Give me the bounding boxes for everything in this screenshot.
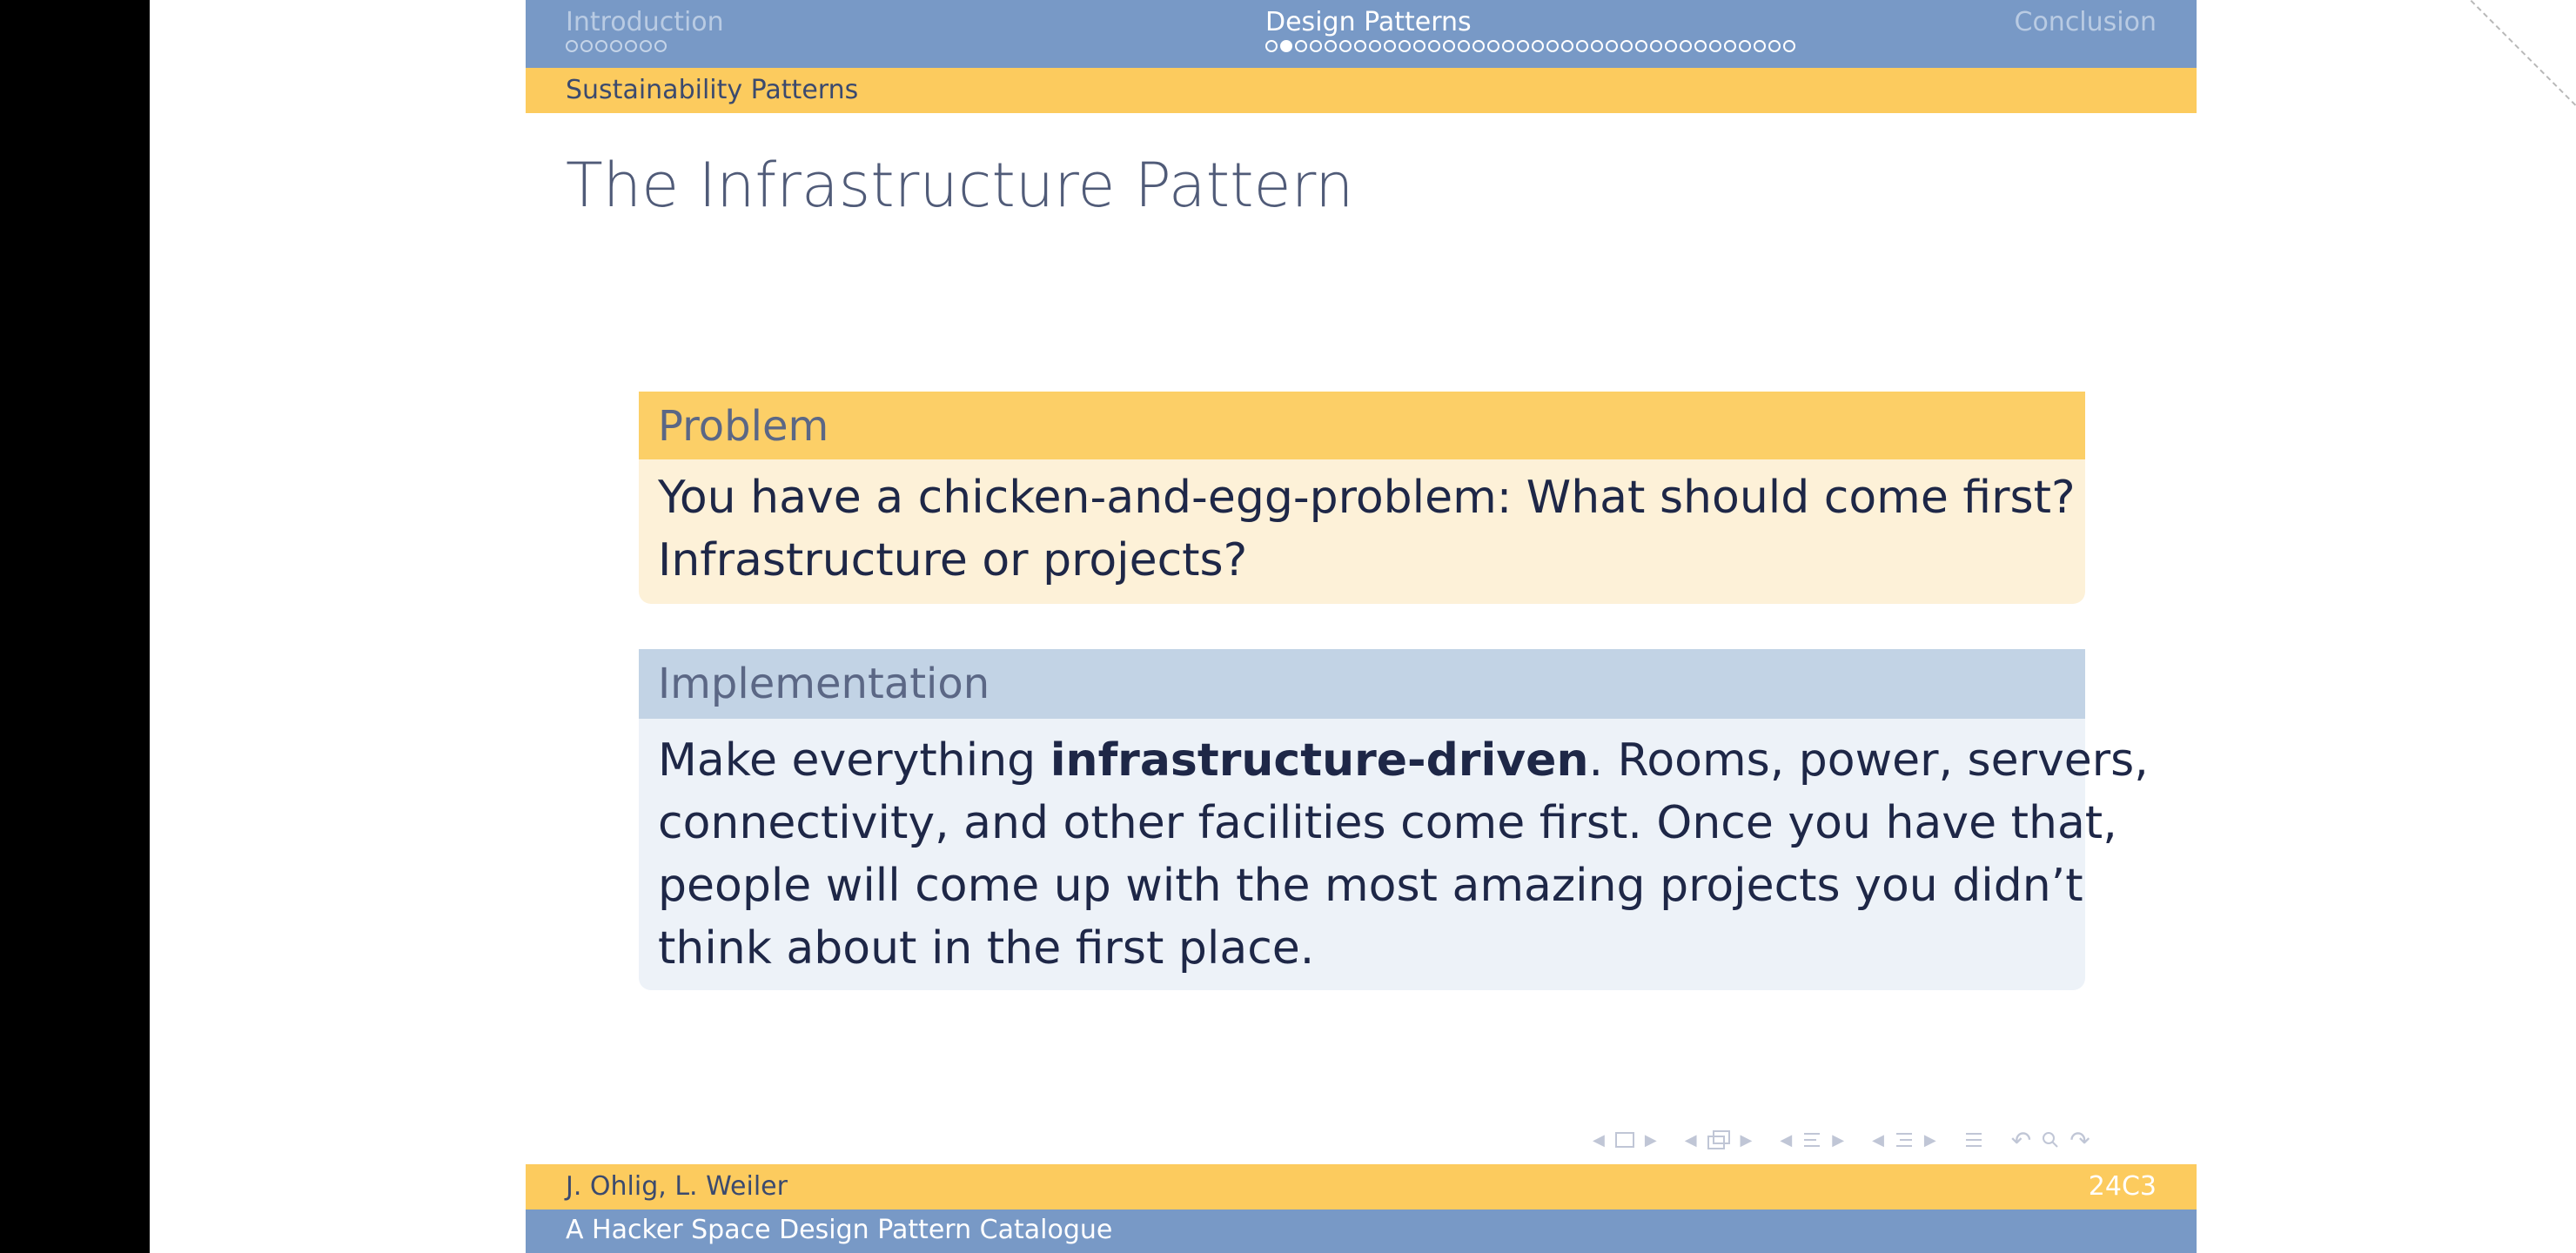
slide: [526, 0, 2197, 1253]
implementation-line: think about in the first place.: [658, 922, 1315, 975]
nav-slide-dot[interactable]: [1384, 40, 1396, 52]
nav-slide-dot[interactable]: [1754, 40, 1766, 52]
subsection-bar: [526, 68, 2197, 113]
nav-slide-dot[interactable]: [1532, 40, 1544, 52]
nav-slide-dot[interactable]: [1739, 40, 1751, 52]
beamer-navigation-symbols: [1593, 1122, 2090, 1157]
nav-slide-dot[interactable]: [1546, 40, 1559, 52]
frame-title: The Infrastructure Pattern: [566, 150, 1354, 221]
nav-slide-dots: [566, 40, 724, 52]
implementation-text: Make everything: [658, 734, 1050, 787]
nav-slide-dot[interactable]: [1428, 40, 1440, 52]
problem-line: You have a chicken-and-egg-problem: What should come first?: [658, 472, 2076, 524]
nav-slide-dot[interactable]: [1709, 40, 1721, 52]
nav-slide-dot[interactable]: [654, 40, 667, 52]
nav-section-title: Design Patterns: [1265, 7, 1472, 37]
footer-title-bar: [526, 1209, 2197, 1253]
nav-slide-dot[interactable]: [1561, 40, 1573, 52]
nav-slide-dot[interactable]: [1724, 40, 1736, 52]
nav-section-title: Introduction: [566, 7, 724, 37]
footer-talk-title: A Hacker Space Design Pattern Catalogue: [566, 1215, 1113, 1245]
nav-slide-dot[interactable]: [1680, 40, 1692, 52]
nav-slide-dot[interactable]: [1354, 40, 1366, 52]
nav-slide-dot[interactable]: [1443, 40, 1455, 52]
nav-slide-dot[interactable]: [1413, 40, 1426, 52]
footer-author-bar: [526, 1164, 2197, 1209]
problem-block: [639, 392, 2085, 604]
nav-slide-dots: [1265, 40, 1795, 52]
nav-slide-dot[interactable]: [640, 40, 652, 52]
implementation-line: people will come up with the most amazing projects you didn’t: [658, 860, 2083, 912]
implementation-text: . Rooms, power, servers,: [1588, 734, 2149, 787]
implementation-block-body: [639, 719, 2149, 980]
nav-slide-dot[interactable]: [1694, 40, 1707, 52]
page-curl-decoration: [2472, 0, 2576, 104]
nav-section-design-patterns[interactable]: [1265, 5, 1795, 52]
nav-slide-dot[interactable]: [1620, 40, 1633, 52]
nav-slide-dot[interactable]: [1399, 40, 1411, 52]
nav-slide-dot[interactable]: [1295, 40, 1307, 52]
problem-block-body: [639, 459, 2085, 592]
problem-line: Infrastructure or projects?: [658, 534, 1248, 586]
nav-slide-dot[interactable]: [610, 40, 622, 52]
nav-slide-dot[interactable]: [1458, 40, 1470, 52]
nav-slide-dot[interactable]: [1310, 40, 1322, 52]
nav-slide-dot[interactable]: [625, 40, 637, 52]
nav-slide-dot[interactable]: [1369, 40, 1381, 52]
footer-slide-number: 24C3: [2088, 1171, 2157, 1202]
nav-slide-dot[interactable]: [1280, 40, 1292, 52]
nav-section-introduction[interactable]: [566, 5, 724, 52]
problem-block-title: Problem: [639, 392, 2085, 459]
implementation-line: [658, 729, 2149, 792]
nav-slide-dot[interactable]: [1650, 40, 1662, 52]
document-nav-icon[interactable]: ◀ ▶: [1872, 1130, 1936, 1149]
nav-slide-dot[interactable]: [1576, 40, 1588, 52]
implementation-block: [639, 649, 2149, 990]
nav-slide-dot[interactable]: [1768, 40, 1781, 52]
nav-slide-dot[interactable]: [566, 40, 578, 52]
nav-slide-dot[interactable]: [1783, 40, 1795, 52]
nav-slide-dot[interactable]: [1325, 40, 1337, 52]
nav-slide-dot[interactable]: [1502, 40, 1514, 52]
footer-authors: J. Ohlig, L. Weiler: [566, 1171, 788, 1202]
nav-slide-dot[interactable]: [1591, 40, 1603, 52]
align-icon[interactable]: [1964, 1131, 1983, 1149]
nav-slide-dot[interactable]: [580, 40, 593, 52]
implementation-line: connectivity, and other facilities come first. Once you have that,: [658, 797, 2117, 849]
section-nav-icon[interactable]: ◀ ▶: [1780, 1130, 1845, 1149]
left-black-strip: [0, 0, 150, 1253]
nav-slide-dot[interactable]: [1517, 40, 1529, 52]
section-navigation-bar: [526, 0, 2197, 68]
frame-nav-icon[interactable]: ◀ ▶: [1593, 1130, 1657, 1149]
nav-slide-dot[interactable]: [1265, 40, 1278, 52]
nav-section-title: Conclusion: [2014, 7, 2157, 37]
nav-slide-dot[interactable]: [1339, 40, 1352, 52]
nav-slide-dot[interactable]: [595, 40, 607, 52]
nav-section-conclusion[interactable]: [2015, 5, 2157, 40]
nav-slide-dot[interactable]: [1472, 40, 1485, 52]
nav-slide-dot[interactable]: [1665, 40, 1677, 52]
nav-slide-dot[interactable]: [1487, 40, 1499, 52]
nav-slide-dot[interactable]: [1635, 40, 1647, 52]
search-icon[interactable]: ↶ ↷: [2010, 1125, 2090, 1155]
implementation-block-title: Implementation: [639, 649, 2085, 719]
implementation-emphasis: infrastructure-driven: [1050, 734, 1589, 787]
subsection-label[interactable]: Sustainability Patterns: [566, 75, 859, 105]
nav-slide-dot[interactable]: [1606, 40, 1618, 52]
subsection-nav-icon[interactable]: ◀ ▶: [1684, 1130, 1753, 1149]
